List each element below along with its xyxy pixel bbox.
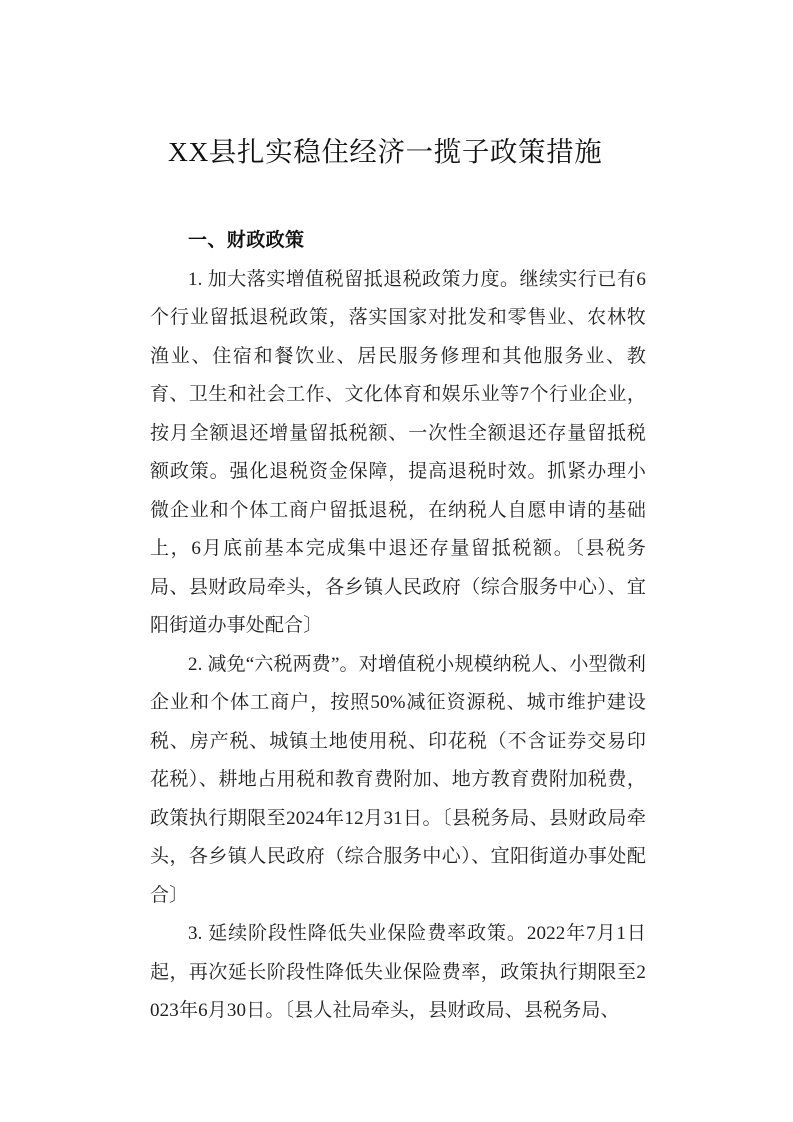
document-content [150,0,646,1031]
paragraph-item-1: 1. 加大落实增值税留抵退税政策力度。继续实行已有6个行业留抵退税政策，落实国家对批发和零售业、农林牧渔业、住宿和餐饮业、居民服务修理和其他服务业、教育、卫生和社会工作、文化体育和娱乐业等7个行业企业，按月全额退还增量留抵税额、一次性全额退还存量留抵税额政策。强化退税资金保障，提高退税时效。抓紧办理小微企业和个体工商户留抵退税，在纳税人自愿申请的基础上，6月底前基本完成集中退还存量留抵税额。〔县税务局、县财政局牵头，各乡镇人民政府（综合服务中心）、宜阳街道办事处配合〕 [150,268,646,636]
paragraph-item-2: 2. 减免“六税两费”。对增值税小规模纳税人、小型微利企业和个体工商户，按照50%减征资源税、城市维护建设税、房产税、城镇土地使用税、印花税（不含证券交易印花税）、耕地占用税和教育费附加、地方教育费附加税费，政策执行期限至2024年12月31日。〔县税务局、县财政局牵头，各乡镇人民政府（综合服务中心）、宜阳街道办事处配合〕 [150,653,646,906]
section-heading-fiscal-policy: 一、财政政策 [188,230,305,251]
page-title: XX县扎实稳住经济一揽子政策措施 [168,136,603,167]
paragraph-item-3: 3. 延续阶段性降低失业保险费率政策。2022年7月1日起，再次延长阶段性降低失业保险费率，政策执行期限至2023年6月30日。〔县人社局牵头，县财政局、县税务局、 [150,923,646,1021]
